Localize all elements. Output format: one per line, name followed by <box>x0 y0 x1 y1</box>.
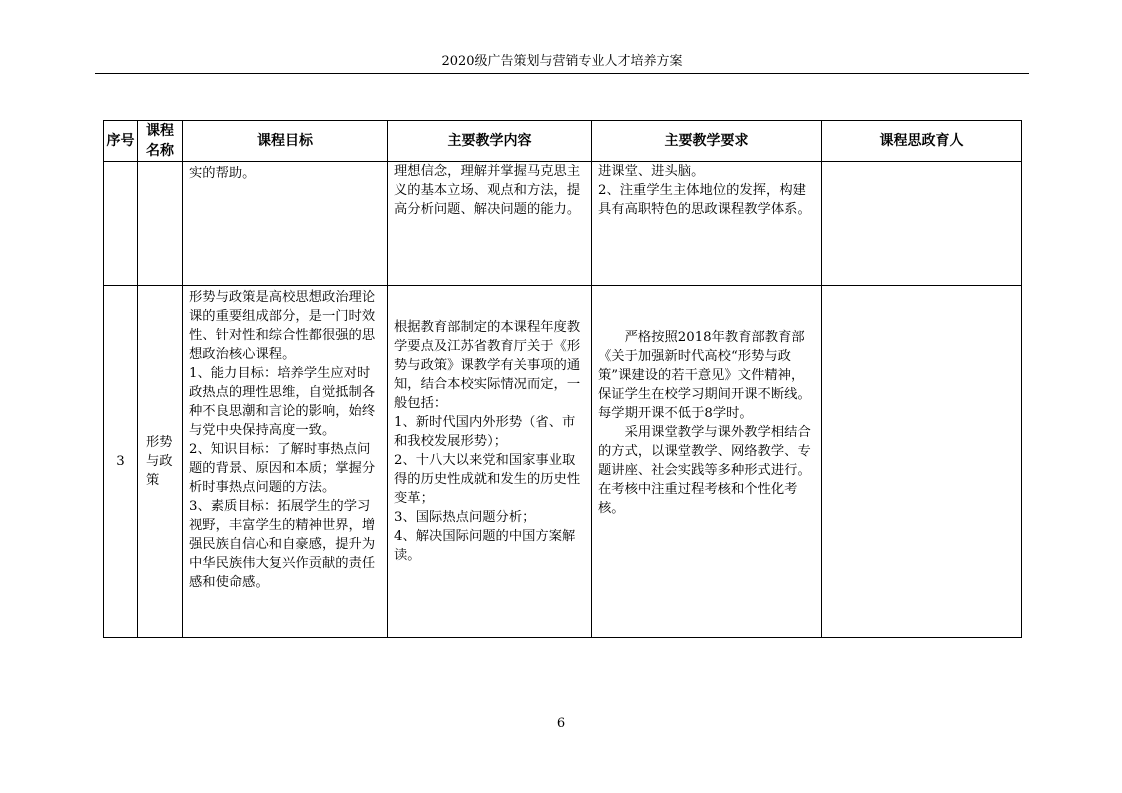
col-header-seq: 序号 <box>104 121 138 162</box>
cell-course-name: 形势与政策 <box>138 286 183 638</box>
page-header-title: 2020级广告策划与营销专业人才培养方案 <box>441 54 683 69</box>
cell-requirement: 进课堂、进头脑。 2、注重学生主体地位的发挥，构建具有高职特色的思政课程教学体系。 <box>592 162 822 286</box>
cell-content: 理想信念，理解并掌握马克思主义的基本立场、观点和方法，提高分析问题、解决问题的能力。 <box>388 162 592 286</box>
header-rule <box>95 73 1029 74</box>
col-header-name: 课程名称 <box>138 121 183 162</box>
course-table <box>103 120 1022 638</box>
cell-seq: 3 <box>104 286 138 638</box>
cell-goal: 实的帮助。 <box>183 162 388 286</box>
page-number: 6 <box>556 716 566 731</box>
table-row <box>104 162 1022 286</box>
table-header-row <box>104 121 1022 162</box>
cell-ideology <box>822 162 1022 286</box>
table-row <box>104 286 1022 638</box>
requirement-paragraph: 严格按照2018年教育部教育部《关于加强新时代高校“形势与政策”课建设的若干意见》文件精神，保证学生在校学习期间开课不断线。每学期开课不低于8学时。 <box>598 330 811 421</box>
cell-course-name <box>138 162 183 286</box>
col-header-ideology: 课程思政育人 <box>822 121 1022 162</box>
cell-goal: 形势与政策是高校思想政治理论课的重要组成部分，是一门时效性、针对性和综合性都很强的思想政治核心课程。 1、能力目标：培养学生应对时政热点的理性思维，自觉抵制各种不良思潮和言论的影响，始终与党中央保持高度一致。 2、知识目标：了解时事热点问题的背景、原因和本质；掌握分析时事热点问题的方法。 3、素质目标：拓展学生的学习视野，丰富学生的精神世界，增强民族自信心和自豪感，提升为中华民族伟大复兴作贡献的责任感和使命感。 <box>183 286 388 638</box>
col-header-goal: 课程目标 <box>183 121 388 162</box>
requirement-paragraph: 采用课堂教学与课外教学相结合的方式，以课堂教学、网络教学、专题讲座、社会实践等多种形式进行。在考核中注重过程考核和个性化考核。 <box>598 425 811 516</box>
cell-content: 根据教育部制定的本课程年度教学要点及江苏省教育厅关于《形势与政策》课教学有关事项的通知，结合本校实际情况而定，一般包括： 1、新时代国内外形势（省、市和我校发展形势）； 2、十八大以来党和国家事业取得的历史性成就和发生的历史性变革； 3、国际热点问题分析； 4、解决国际问题的中国方案解读。 <box>388 286 592 638</box>
col-header-requirement: 主要教学要求 <box>592 121 822 162</box>
cell-seq <box>104 162 138 286</box>
col-header-content: 主要教学内容 <box>388 121 592 162</box>
cell-ideology <box>822 286 1022 638</box>
cell-requirement <box>592 286 822 638</box>
